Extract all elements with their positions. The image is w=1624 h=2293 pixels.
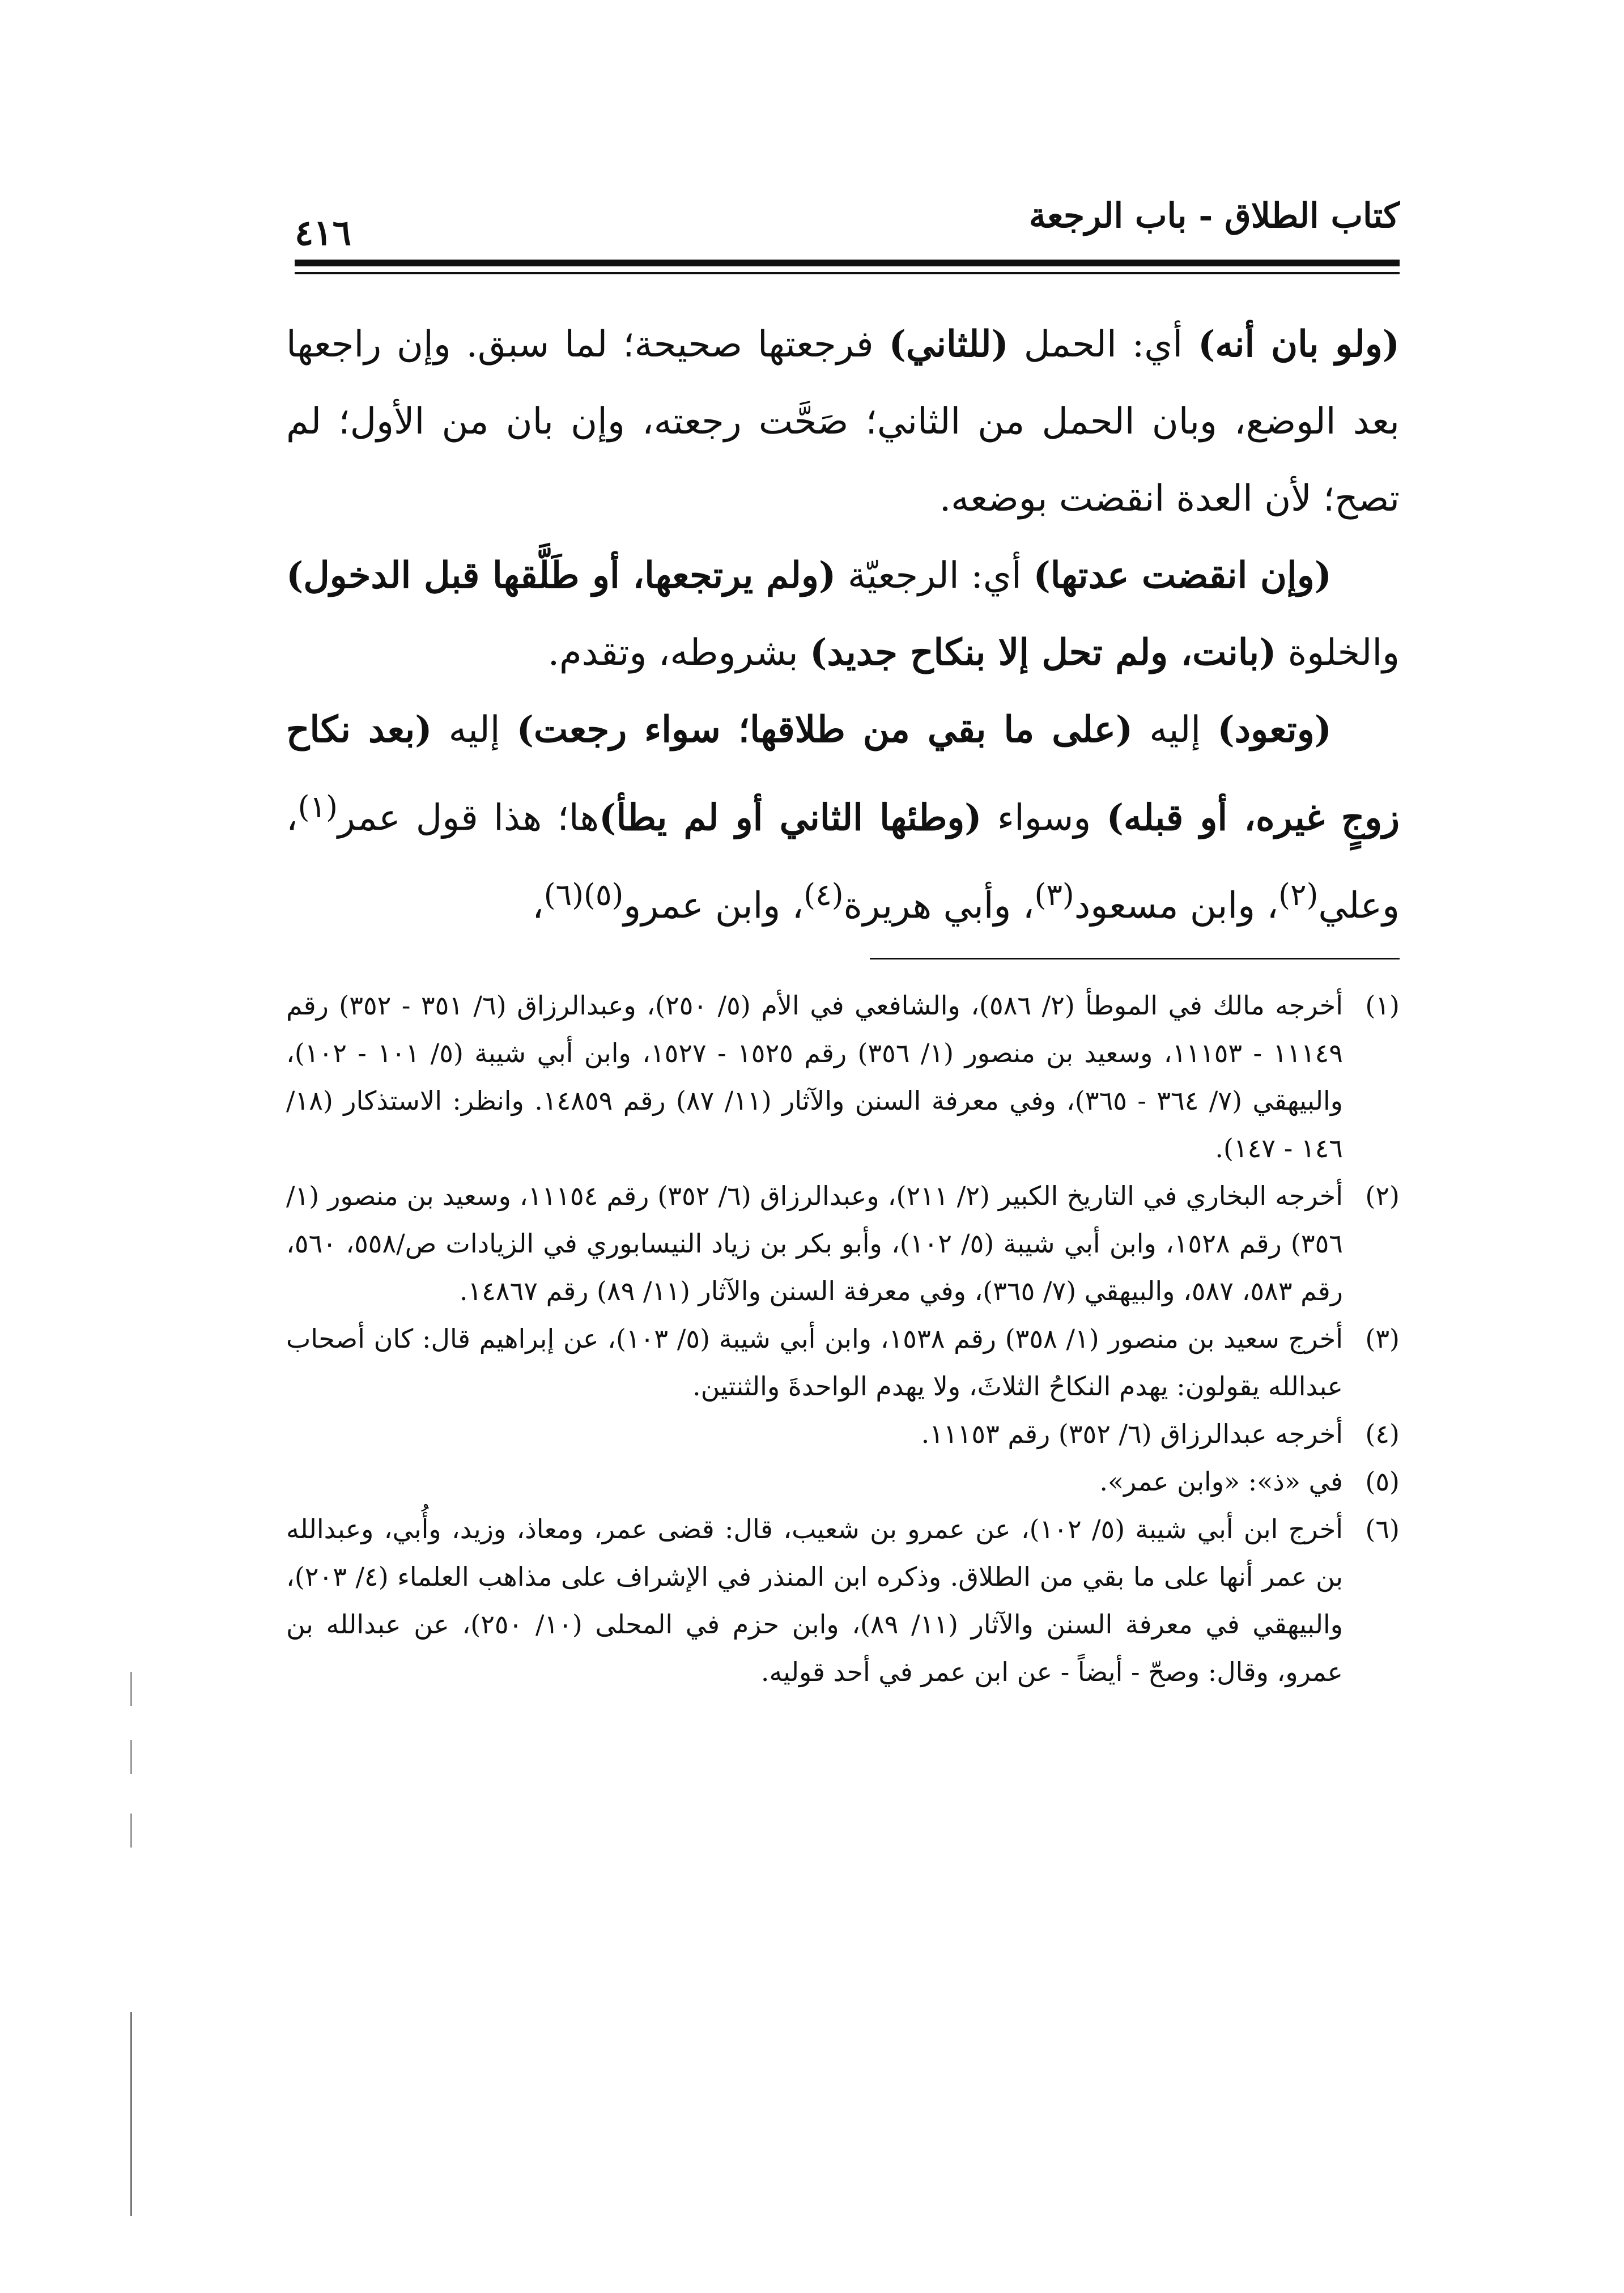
commentary-text: إليه bbox=[1133, 709, 1218, 751]
matn-phrase: (وطئها الثاني أو لم يطأ) bbox=[599, 796, 982, 839]
commentary-text: ، وابن مسعود bbox=[1074, 885, 1279, 927]
footnote-item bbox=[286, 1505, 1400, 1696]
commentary-text: ها؛ هذا قول عمر bbox=[337, 797, 600, 839]
footnote-ref[interactable]: (٥)(٦) bbox=[543, 877, 624, 913]
commentary-text: ، bbox=[532, 885, 544, 927]
header-rule-thin bbox=[295, 272, 1400, 274]
footnote-ref[interactable]: (٣) bbox=[1034, 877, 1074, 913]
commentary-text: أي: الرجعيّة bbox=[836, 555, 1034, 597]
matn-phrase: (ولم يرتجعها، أو طَلَّقها قبل الدخول) bbox=[286, 554, 836, 597]
margin-tick bbox=[130, 1672, 132, 1706]
running-header bbox=[295, 193, 1400, 261]
footnote-text: أخرج ابن أبي شيبة (٥/ ١٠٢)، عن عمرو بن شعيب، قال: قضى عمر، ومعاذ، وزيد، وأُبي، وعبدالله بن عمر أنها على ما بقي من الطلاق. وذكره ابن المنذر في الإشراف على مذاهب العلماء (٤/ ٢٠٣)، والبيهقي في معرفة السنن والآثار (١١/ ٨٩)، وابن حزم في المحلى (١٠/ ٢٥٠)، عن عبدالله بن عمرو، وقال: وصحّ - أيضاً - عن ابن عمر في أحد قوليه. bbox=[286, 1514, 1343, 1687]
margin-tick bbox=[130, 2012, 132, 2216]
matn-phrase: (بعد نكاح زوجٍ غيره، أو قبله) bbox=[286, 708, 1400, 839]
footnote-number: (٣) bbox=[1365, 1323, 1400, 1354]
footnote-text: في «ذ»: «وابن عمر». bbox=[1099, 1466, 1343, 1497]
footnote-number: (٦) bbox=[1365, 1514, 1400, 1544]
matn-phrase: (وإن انقضت عدتها) bbox=[1033, 554, 1332, 597]
commentary-text: وسواء bbox=[981, 797, 1107, 839]
footnote-number: (١) bbox=[1365, 990, 1400, 1021]
commentary-text: والخلوة bbox=[1276, 632, 1400, 674]
matn-phrase: (بانت، ولم تحل إلا بنكاح جديد) bbox=[810, 631, 1277, 674]
footnote-item bbox=[286, 1315, 1400, 1410]
paragraph-3 bbox=[286, 691, 1400, 945]
matn-phrase: (على ما بقي من طلاقها؛ سواء رجعت) bbox=[516, 708, 1133, 751]
commentary-text: أي: الحمل bbox=[1008, 324, 1198, 366]
footnote-ref[interactable]: (٢) bbox=[1278, 877, 1319, 913]
main-text bbox=[286, 306, 1400, 945]
footnotes bbox=[286, 982, 1400, 1696]
footnote-ref[interactable]: (٤) bbox=[804, 877, 844, 913]
footnote-item bbox=[286, 1410, 1400, 1458]
footnote-text: أخرجه مالك في الموطأ (٢/ ٥٨٦)، والشافعي في الأم (٥/ ٢٥٠)، وعبدالرزاق (٦/ ٣٥١ - ٣٥٢) رقم ١١١٤٩ - ١١١٥٣، وسعيد بن منصور (١/ ٣٥٦) رقم ١٥٢٥ - ١٥٢٧، وابن أبي شيبة (٥/ ١٠١ - ١٠٢)، والبيهقي (٧/ ٣٦٤ - ٣٦٥)، وفي معرفة السنن والآثار (١١/ ٨٧) رقم ١٤٨٥٩. وانظر: الاستذكار (١٨/ ١٤٦ - ١٤٧). bbox=[286, 990, 1344, 1164]
matn-phrase: (وتعود) bbox=[1217, 708, 1332, 751]
footnote-separator bbox=[870, 958, 1400, 959]
commentary-text: ، وعلي bbox=[286, 797, 1400, 927]
margin-tick bbox=[130, 1740, 132, 1774]
commentary-text: ، وأبي هريرة bbox=[843, 885, 1035, 927]
matn-phrase: (للثاني) bbox=[888, 323, 1009, 366]
footnote-item bbox=[286, 1458, 1400, 1505]
commentary-text: ، وابن عمرو bbox=[623, 885, 804, 927]
margin-tick bbox=[130, 1814, 132, 1848]
commentary-text: إليه bbox=[432, 709, 517, 751]
footnote-item bbox=[286, 1172, 1400, 1315]
commentary-text: بشروطه، وتقدم. bbox=[547, 632, 810, 674]
footnote-text: أخرجه عبدالرزاق (٦/ ٣٥٢) رقم ١١١٥٣. bbox=[921, 1419, 1343, 1449]
paragraph-1 bbox=[286, 306, 1400, 537]
header-rule-thick bbox=[295, 260, 1400, 266]
footnote-number: (٥) bbox=[1365, 1466, 1400, 1497]
running-title: كتاب الطلاق - باب الرجعة bbox=[1028, 196, 1400, 236]
commentary-text: فرجعتها صحيحة؛ لما سبق. وإن راجعها بعد الوضع، وبان الحمل من الثاني؛ صَحَّت رجعته، وإن بان من الأول؛ لم تصح؛ لأن العدة انقضت بوضعه. bbox=[286, 324, 1400, 520]
footnote-text: أخرج سعيد بن منصور (١/ ٣٥٨) رقم ١٥٣٨، وابن أبي شيبة (٥/ ١٠٣)، عن إبراهيم قال: كان أصحاب عبدالله يقولون: يهدم النكاحُ الثلاثَ، ولا يهدم الواحدةَ والثنتين. bbox=[286, 1323, 1343, 1402]
matn-phrase: (ولو بان أنه) bbox=[1198, 323, 1400, 366]
footnote-item bbox=[286, 982, 1400, 1172]
footnote-number: (٤) bbox=[1365, 1419, 1400, 1449]
footnote-text: أخرجه البخاري في التاريخ الكبير (٢/ ٢١١)، وعبدالرزاق (٦/ ٣٥٢) رقم ١١١٥٤، وسعيد بن منصور (١/ ٣٥٦) رقم ١٥٢٨، وابن أبي شيبة (٥/ ١٠٢)، وأبو بكر بن زياد النيسابوري في الزيادات ص/٥٥٨، ٥٦٠، رقم ٥٨٣، ٥٨٧، والبيهقي (٧/ ٣٦٥)، وفي معرفة السنن والآثار (١١/ ٨٩) رقم ١٤٨٦٧. bbox=[286, 1181, 1344, 1306]
footnote-number: (٢) bbox=[1365, 1181, 1400, 1211]
footnote-ref[interactable]: (١) bbox=[297, 789, 338, 825]
page-number: ٤١٦ bbox=[295, 212, 351, 253]
paragraph-2 bbox=[286, 537, 1400, 691]
